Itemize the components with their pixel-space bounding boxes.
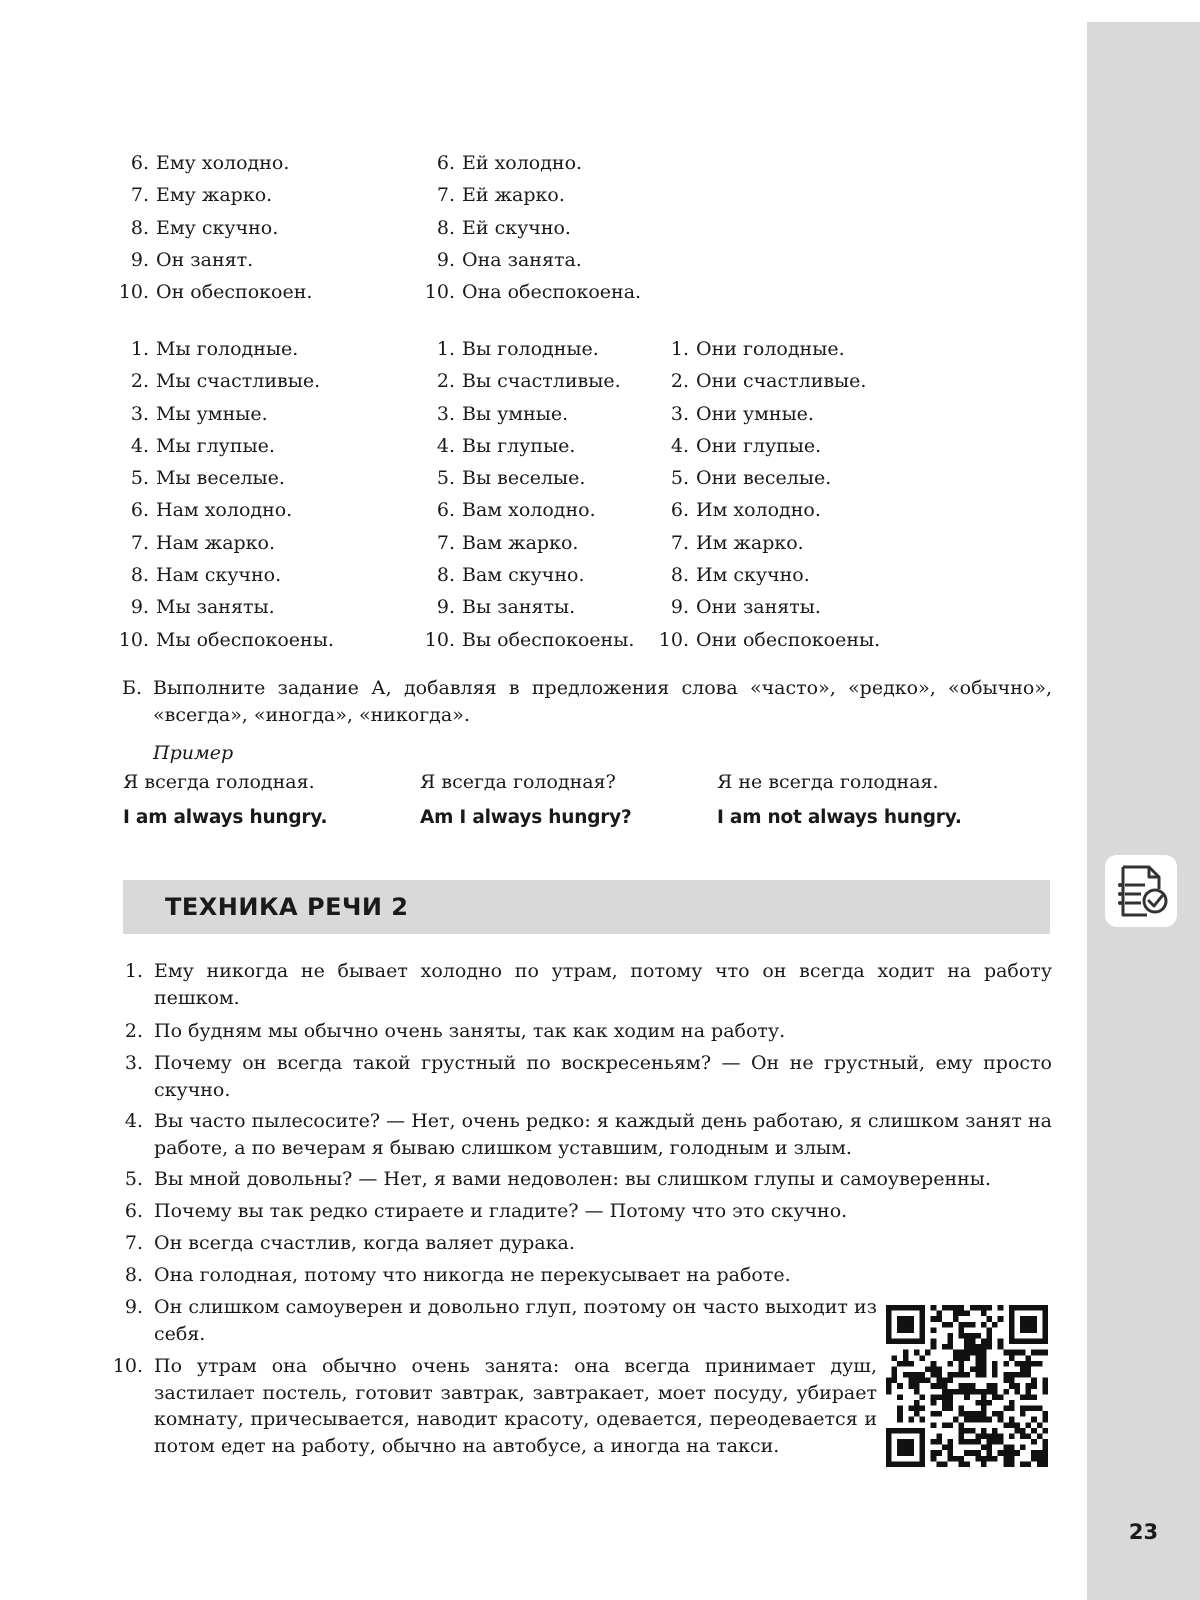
list-item: 9. Она занята. (436, 248, 582, 271)
sentence-item: 1. Ему никогда не бывает холодно по утрам, потому что он всегда ходит на работу пешком. (124, 960, 1052, 1009)
list-item: 5. Вы веселые. (436, 467, 586, 490)
list-item: 5. Они веселые. (670, 467, 832, 490)
lower-list-column-3 (647, 333, 897, 656)
list-item: 10. Они обеспокоены. (658, 628, 881, 651)
list-item: 9. Вы заняты. (436, 596, 576, 619)
list-item: 4. Вы глупые. (436, 434, 576, 457)
task-b-letter: Б. (122, 677, 143, 699)
task-b (117, 675, 1052, 729)
sentence-item: 2. По будням мы обычно очень заняты, так как ходим на работу. (124, 1020, 786, 1042)
list-item: 10. Вы обеспокоены. (424, 628, 635, 651)
list-item: 8. Им скучно. (670, 564, 810, 587)
list-item: 2. Они счастливые. (670, 370, 867, 393)
sentence-item: 6. Почему вы так редко стираете и гладите? — Потому что это скучно. (124, 1200, 848, 1222)
list-item: 2. Вы счастливые. (436, 370, 621, 393)
list-item: 8. Ей скучно. (436, 216, 571, 239)
section-title: ТЕХНИКА РЕЧИ 2 (165, 893, 409, 921)
page-side-margin (1087, 22, 1200, 1600)
sentence-item: 10. По утрам она обычно очень занята: она всегда принимает душ, застилает постель, готовит завтрак, завтракает, моет посуду, убирает комнату, причесывается, наводит красоту, одевается, переодевается и потом едет на работу, обычно на автобусе, а иногда на такси. (112, 1355, 877, 1457)
list-item: 3. Вы умные. (436, 402, 569, 425)
list-item: 10. Она обеспокоена. (424, 281, 642, 304)
list-item: 9. Мы заняты. (130, 596, 275, 619)
lower-list-column-1 (107, 333, 397, 656)
sentence-item: 4. Вы часто пылесосите? — Нет, очень редко: я каждый день работаю, я слишком занят на работе, а по вечерам я бываю слишком уставшим, голодным и злым. (124, 1110, 1052, 1159)
list-item: 7. Ей жарко. (436, 184, 565, 207)
example-en-question: Am I always hungry? (420, 807, 632, 828)
list-item: 8. Ему скучно. (130, 216, 279, 239)
list-item: 6. Вам холодно. (436, 499, 596, 522)
task-b-instructions: Выполните задание А, добавляя в предложения слова «часто», «редко», «обычно», «всегда», «иногда», «никогда». (153, 677, 1052, 726)
list-item: 9. Они заняты. (670, 596, 821, 619)
example-ru-negative: Я не всегда голодная. (717, 771, 939, 793)
qr-code (886, 1305, 1048, 1467)
list-item: 7. Ему жарко. (130, 184, 273, 207)
section-header (123, 880, 1050, 934)
sentence-item: 3. Почему он всегда такой грустный по воскресеньям? — Он не грустный, ему просто скучно. (124, 1052, 1052, 1101)
example-label: Пример (153, 742, 234, 764)
list-item: 3. Мы умные. (130, 402, 268, 425)
list-item: 5. Мы веселые. (130, 467, 285, 490)
sentence-item: 9. Он слишком самоуверен и довольно глуп, поэтому он часто выходит из себя. (124, 1296, 877, 1345)
lower-list-column-2 (413, 333, 653, 656)
upper-list-column-1 (107, 147, 397, 308)
list-item: 8. Вам скучно. (436, 564, 585, 587)
example-ru-statement: Я всегда голодная. (123, 771, 315, 793)
list-item: 6. Ей холодно. (436, 152, 583, 174)
list-item: 1. Они голодные. (670, 338, 845, 360)
list-item: 8. Нам скучно. (130, 564, 282, 587)
list-item: 6. Ему холодно. (130, 152, 290, 174)
list-item: 1. Вы голодные. (436, 338, 599, 360)
page-number: 23 (1128, 1520, 1159, 1544)
list-item: 7. Им жарко. (670, 531, 804, 554)
list-item: 6. Им холодно. (670, 499, 821, 522)
list-item: 10. Он обеспокоен. (118, 281, 313, 304)
sentence-item: 8. Она голодная, потому что никогда не перекусывает на работе. (124, 1264, 791, 1286)
list-item: 9. Он занят. (130, 248, 254, 271)
sentence-item: 7. Он всегда счастлив, когда валяет дурака. (124, 1232, 575, 1254)
checklist-document-icon (1105, 855, 1177, 927)
list-item: 2. Мы счастливые. (130, 370, 321, 393)
example-en-negative: I am not always hungry. (717, 807, 962, 828)
list-item: 7. Вам жарко. (436, 531, 579, 554)
list-item: 3. Они умные. (670, 402, 814, 425)
list-item: 4. Мы глупые. (130, 434, 275, 457)
sentence-item: 5. Вы мной довольны? — Нет, я вами недоволен: вы слишком глупы и самоуверенны. (124, 1168, 991, 1190)
list-item: 10. Мы обеспокоены. (118, 628, 334, 651)
example-en-statement: I am always hungry. (123, 807, 328, 828)
list-item: 4. Они глупые. (670, 434, 822, 457)
example-ru-question: Я всегда голодная? (420, 771, 616, 793)
list-item: 7. Нам жарко. (130, 531, 276, 554)
upper-list-column-2 (413, 147, 693, 308)
list-item: 6. Нам холодно. (130, 499, 293, 522)
list-item: 1. Мы голодные. (130, 338, 299, 360)
